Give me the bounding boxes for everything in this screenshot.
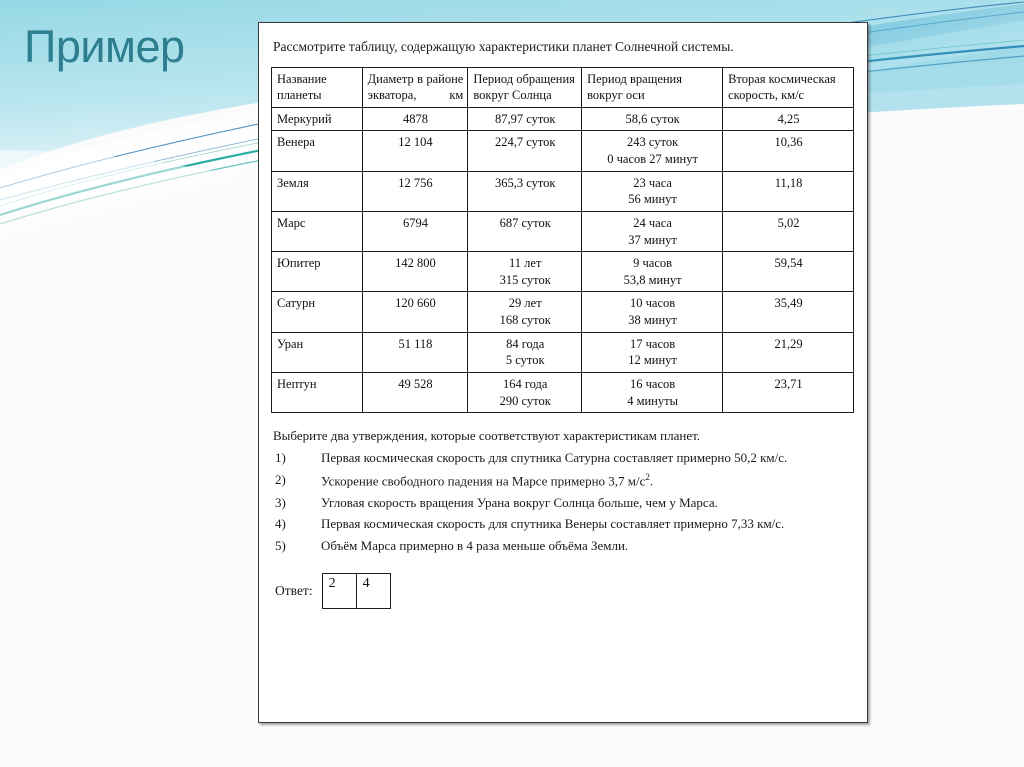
cell-diameter: 142 800: [362, 252, 468, 292]
statement-marker: 3): [275, 494, 286, 510]
table-row: [272, 211, 854, 251]
cell-orbital-period: [468, 372, 582, 412]
rotation-period-line2: 4 минуты: [627, 393, 678, 408]
task-intro-text: Рассмотрите таблицу, содержащую характеристики планет Солнечной системы.: [273, 39, 734, 54]
cell-diameter: 12 756: [362, 171, 468, 211]
orbital-period-line1: 224,7 суток: [494, 135, 556, 150]
rotation-period-line2: 56 минут: [628, 192, 677, 207]
rotation-period-line2: 0 часов 27 минут: [607, 152, 698, 167]
statement-text: Первая космическая скорость для спутника Сатурна составляет примерно 50,2 км/с.: [321, 450, 788, 466]
cell-diameter: 6794: [362, 211, 468, 251]
cell-orbital-period: [468, 292, 582, 332]
cell-diameter: 120 660: [362, 292, 468, 332]
table-row: [272, 292, 854, 332]
answer-row: [271, 573, 855, 609]
cell-orbital-period: [468, 107, 582, 131]
slide-title: Пример: [24, 21, 185, 72]
column-header-diameter: Диаметр в районе экватора, км: [362, 67, 468, 107]
cell-escape-velocity: 21,29: [723, 332, 854, 372]
cell-planet-name: Меркурий: [272, 107, 363, 131]
cell-diameter: 49 528: [362, 372, 468, 412]
orbital-period-line1: 365,3 суток: [494, 175, 556, 190]
cell-escape-velocity: 10,36: [723, 131, 854, 171]
rotation-period-line2: 37 минут: [628, 232, 677, 247]
orbital-period-line2: 168 суток: [499, 313, 551, 328]
cell-orbital-period: [468, 211, 582, 251]
rotation-period-line1: 17 часов: [630, 336, 676, 351]
rotation-period-line1: 24 часа: [633, 215, 672, 230]
orbital-period-line1: 687 суток: [499, 215, 551, 230]
superscript-two: 2: [645, 471, 650, 482]
list-item[interactable]: [273, 537, 853, 555]
list-item[interactable]: [273, 515, 853, 533]
statement-marker: 1): [275, 450, 286, 466]
orbital-period-line2: 315 суток: [499, 272, 551, 287]
statement-marker: 5): [275, 537, 286, 553]
list-item[interactable]: [273, 449, 853, 467]
table-header-row: [272, 67, 854, 107]
rotation-period-line2: 38 минут: [628, 313, 677, 328]
list-item[interactable]: [273, 494, 853, 512]
table-row: [272, 131, 854, 171]
answer-label: Ответ:: [275, 582, 313, 598]
cell-orbital-period: [468, 131, 582, 171]
rotation-period-line1: 243 суток: [627, 135, 679, 150]
rotation-period-line1: 16 часов: [630, 376, 676, 391]
orbital-period-line1: 87,97 суток: [494, 111, 556, 126]
rotation-period-line1: 23 часа: [633, 175, 672, 190]
cell-planet-name: Венера: [272, 131, 363, 171]
orbital-period-line2: 290 суток: [499, 393, 551, 408]
answer-cell-2[interactable]: 4: [356, 573, 391, 609]
planets-table-body: [272, 107, 854, 412]
cell-escape-velocity: 23,71: [723, 372, 854, 412]
cell-planet-name: Уран: [272, 332, 363, 372]
statement-marker: 2): [275, 471, 286, 487]
rotation-period-line2: 12 минут: [628, 353, 677, 368]
cell-orbital-period: [468, 252, 582, 292]
statement-text: Первая космическая скорость для спутника Венеры составляет примерно 7,33 км/с.: [321, 516, 785, 532]
cell-planet-name: Нептун: [272, 372, 363, 412]
rotation-period-line2: 53,8 минут: [623, 272, 682, 287]
cell-escape-velocity: 4,25: [723, 107, 854, 131]
cell-escape-velocity: 11,18: [723, 171, 854, 211]
table-row: [272, 252, 854, 292]
cell-rotation-period: [582, 332, 723, 372]
orbital-period-line2: 5 суток: [505, 353, 545, 368]
statement-text: Угловая скорость вращения Урана вокруг Солнца больше, чем у Марса.: [321, 494, 718, 510]
answer-boxes: [322, 573, 391, 609]
cell-rotation-period: [582, 211, 723, 251]
cell-rotation-period: [582, 252, 723, 292]
statement-list: [273, 449, 853, 555]
cell-escape-velocity: 5,02: [723, 211, 854, 251]
cell-escape-velocity: 35,49: [723, 292, 854, 332]
statement-text: Объём Марса примерно в 4 раза меньше объёма Земли.: [321, 537, 629, 553]
cell-rotation-period: [582, 171, 723, 211]
cell-planet-name: Земля: [272, 171, 363, 211]
rotation-period-line1: 10 часов: [630, 296, 676, 311]
question-lead-text: Выберите два утверждения, которые соответствуют характеристикам планет.: [273, 428, 701, 444]
orbital-period-line1: 84 года: [506, 336, 545, 351]
cell-rotation-period: [582, 372, 723, 412]
cell-rotation-period: [582, 107, 723, 131]
table-row: [272, 171, 854, 211]
column-header-planet-name: Название планеты: [272, 67, 363, 107]
statement-marker: 4): [275, 516, 286, 532]
cell-rotation-period: [582, 131, 723, 171]
cell-planet-name: Юпитер: [272, 252, 363, 292]
rotation-period-line1: 9 часов: [633, 256, 673, 271]
content-panel: [258, 22, 868, 723]
answer-cell-1[interactable]: 2: [322, 573, 357, 609]
cell-planet-name: Марс: [272, 211, 363, 251]
rotation-period-line1: 58,6 суток: [625, 111, 680, 126]
question-block: [271, 427, 855, 555]
orbital-period-line1: 164 года: [502, 376, 548, 391]
orbital-period-line1: 11 лет: [509, 256, 542, 271]
table-row: [272, 372, 854, 412]
table-row: [272, 107, 854, 131]
statement-text: Ускорение свободного падения на Марсе примерно 3,7 $м/с^2$.: [321, 471, 654, 489]
orbital-period-line1: 29 лет: [508, 296, 542, 311]
cell-diameter: 51 118: [362, 332, 468, 372]
column-header-rotation-period: Период вращения вокруг оси: [582, 67, 723, 107]
cell-rotation-period: [582, 292, 723, 332]
column-header-orbital-period: Период обращения вокруг Солнца: [468, 67, 582, 107]
cell-diameter: 12 104: [362, 131, 468, 171]
cell-diameter: 4878: [362, 107, 468, 131]
cell-planet-name: Сатурн: [272, 292, 363, 332]
cell-orbital-period: [468, 171, 582, 211]
cell-escape-velocity: 59,54: [723, 252, 854, 292]
table-row: [272, 332, 854, 372]
planets-table: [271, 67, 854, 414]
cell-orbital-period: [468, 332, 582, 372]
column-header-escape-velocity: Вторая космическая скорость, км/с: [723, 67, 854, 107]
list-item[interactable]: [273, 471, 853, 491]
